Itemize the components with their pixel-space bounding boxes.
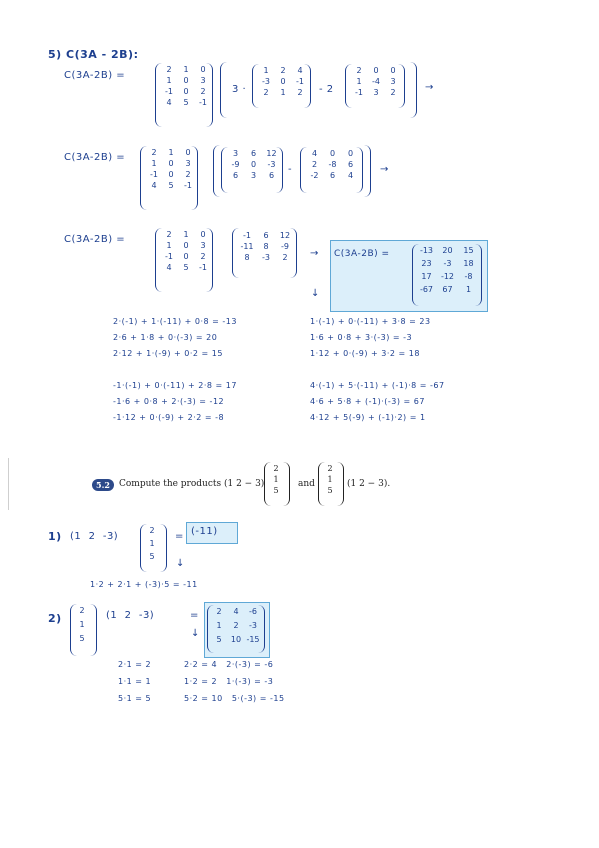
matrix-cell: -1 — [199, 263, 207, 272]
ex-vec2-right-paren — [337, 462, 344, 506]
matrix-cell: 2 — [166, 230, 172, 239]
calc-line: 2·1 = 2 — [118, 660, 152, 669]
matrix-cell: 2 — [200, 87, 206, 96]
three-scalar: 3 · — [232, 84, 247, 95]
part2-column-vector — [77, 606, 87, 643]
matrix-cell: 6 — [329, 171, 336, 180]
matrix-cell: 2 — [311, 160, 318, 169]
matrix-cell: -1 — [150, 170, 158, 179]
calc-line: 2·6 + 1·8 + 0·(-3) = 20 — [113, 333, 218, 342]
c-left-paren — [155, 63, 162, 127]
calc-line: 2·(-1) + 1·(-11) + 0·8 = -13 — [113, 317, 237, 326]
diff-left-paren — [232, 228, 239, 278]
matrix-cell: -3 — [262, 77, 270, 86]
part1-row-vector: (1 2 -3) — [70, 531, 119, 542]
matrix-cell: -1 — [165, 87, 173, 96]
a-left-paren — [252, 64, 259, 108]
matrix-cell: 18 — [463, 259, 474, 268]
minus-two: - 2 — [319, 84, 334, 95]
part2-equals: = — [190, 610, 199, 621]
matrix-cell: 23 — [421, 259, 432, 268]
matrix-cell: 1 — [168, 148, 174, 157]
matrix-cell: 0 — [168, 159, 174, 168]
matrix-cell: 8 — [244, 253, 250, 262]
arrow-2: → — [380, 164, 389, 175]
matrix-cell: -8 — [464, 272, 473, 281]
matrix-cell: 6 — [250, 149, 257, 158]
c3-right-paren — [206, 228, 213, 292]
exercise-text-after: (1 2 − 3). — [347, 479, 391, 489]
margin-line — [8, 458, 9, 510]
part2-result-matrix — [212, 607, 260, 644]
result-right-paren — [475, 244, 482, 306]
matrix-cell: -1 — [165, 252, 173, 261]
matrix-cell: 2 — [297, 88, 303, 97]
matrix-cell: -12 — [440, 272, 455, 281]
matrix-cell: 4 — [347, 171, 354, 180]
part1-result: (-11) — [191, 526, 218, 537]
matrix-cell: 0 — [183, 252, 189, 261]
matrix-cell: 2 — [282, 253, 288, 262]
matrix-cell: 0 — [347, 149, 354, 158]
outer2-right-paren — [364, 145, 371, 197]
matrix-cell: 3 — [250, 171, 257, 180]
matrix-cell: 1 — [79, 620, 85, 629]
matrix-cell: 2 — [327, 464, 333, 473]
matrix-cell: 1 — [166, 76, 172, 85]
b-left-paren — [345, 64, 352, 108]
part5-heading: 5) C(3A - 2B): — [48, 48, 139, 61]
matrix-cell: -1 — [199, 98, 207, 107]
matrix-cell: 1 — [273, 475, 279, 484]
calc-line: -1·12 + 0·(-9) + 2·2 = -8 — [113, 413, 225, 422]
matrix-cell: -11 — [240, 242, 254, 251]
arrow-1: → — [425, 82, 434, 93]
down-arrow: ↓ — [311, 288, 320, 299]
matrix-cell: 2 — [356, 66, 362, 75]
matrix-cell: 4 — [151, 181, 157, 190]
matrix-cell: 2 — [151, 148, 157, 157]
matrix-cell: 3 — [200, 241, 206, 250]
exercise-and: and — [298, 479, 315, 489]
ex-vec1-right-paren — [283, 462, 290, 506]
matrix-cell: 1 — [327, 475, 333, 484]
matrix-cell: 3 — [185, 159, 191, 168]
calc-line: -1·6 + 0·8 + 2·(-3) = -12 — [113, 397, 225, 406]
outer-right-paren — [410, 62, 417, 118]
matrix-cell: 0 — [280, 77, 286, 86]
matrix-cell: -9 — [281, 242, 289, 251]
matrix-cell: -1 — [355, 88, 363, 97]
matrix-cell: 0 — [250, 160, 257, 169]
arrow-3: → — [310, 248, 319, 259]
part2-label: 2) — [48, 612, 62, 625]
matrix-cell: 5 — [327, 486, 333, 495]
calc-line: 1·1 = 1 — [118, 677, 152, 686]
matrix-result — [418, 246, 477, 294]
part2-row-vector: (1 2 -3) — [106, 610, 155, 621]
exercise-vector-1 — [271, 464, 281, 495]
matrix-cell: 0 — [390, 66, 396, 75]
matrix-cell: 0 — [183, 87, 189, 96]
matrix-cell: -9 — [231, 160, 240, 169]
matrix-cell: -3 — [262, 253, 270, 262]
line3-label: C(3A-2B) = — [64, 234, 126, 245]
matrix-b — [353, 66, 399, 97]
outer-left-paren — [220, 62, 227, 118]
matrix-cell: 5 — [79, 634, 85, 643]
ex-vec2-left-paren — [318, 462, 325, 506]
matrix-cell: 0 — [185, 148, 191, 157]
twoB-right-paren — [356, 147, 363, 193]
part1-equals: = — [175, 531, 184, 542]
result-label: C(3A-2B) = — [334, 249, 390, 259]
p1-col-right-paren — [160, 524, 167, 572]
matrix-cell: -4 — [372, 77, 380, 86]
matrix-cell: 10 — [230, 635, 242, 644]
matrix-cell: 2 — [149, 526, 155, 535]
matrix-cell: 4 — [166, 98, 172, 107]
matrix-cell: 1 — [183, 65, 189, 74]
matrix-c-2 — [148, 148, 194, 190]
p2-res-right-paren — [258, 605, 265, 653]
b-right-paren — [398, 64, 405, 108]
matrix-cell: 2 — [79, 606, 85, 615]
matrix-cell: 6 — [232, 171, 239, 180]
matrix-2b — [308, 149, 357, 180]
matrix-cell: -3 — [443, 259, 452, 268]
exercise-vector-2 — [325, 464, 335, 495]
matrix-cell: 1 — [356, 77, 362, 86]
threeA-left-paren — [221, 147, 228, 193]
twoB-left-paren — [300, 147, 307, 193]
matrix-cell: 2 — [390, 88, 396, 97]
matrix-cell: 0 — [183, 76, 189, 85]
matrix-cell: 5 — [273, 486, 279, 495]
matrix-cell: 0 — [183, 241, 189, 250]
matrix-a — [260, 66, 306, 97]
minus-sign: - — [288, 164, 293, 175]
matrix-cell: -1 — [243, 231, 251, 240]
part1-label: 1) — [48, 530, 62, 543]
matrix-cell: 5 — [216, 635, 222, 644]
matrix-cell: -15 — [246, 635, 260, 644]
matrix-cell: 4 — [233, 607, 239, 616]
diff-right-paren — [290, 228, 297, 278]
matrix-cell: 2 — [263, 88, 269, 97]
p2-col-left-paren — [70, 604, 77, 656]
calc-line: 4·12 + 5(-9) + (-1)·2) = 1 — [310, 413, 426, 422]
matrix-cell: -3 — [267, 160, 276, 169]
matrix-cell: -1 — [184, 181, 192, 190]
c3-left-paren — [155, 228, 162, 292]
matrix-cell: 5 — [183, 98, 189, 107]
matrix-c — [163, 65, 209, 107]
matrix-cell: 1 — [149, 539, 155, 548]
matrix-cell: 2 — [200, 252, 206, 261]
matrix-cell: 5 — [183, 263, 189, 272]
matrix-cell: 1 — [166, 241, 172, 250]
matrix-cell: 1 — [216, 621, 222, 630]
line2-label: C(3A-2B) = — [64, 152, 126, 163]
matrix-cell: 0 — [200, 230, 206, 239]
part1-arrow: ↓ — [176, 558, 185, 569]
matrix-cell: 1 — [280, 88, 286, 97]
calc-line: 1·2 = 2 1·(-3) = -3 — [184, 677, 274, 686]
matrix-cell: 0 — [168, 170, 174, 179]
a-right-paren — [304, 64, 311, 108]
matrix-cell: -2 — [310, 171, 319, 180]
part2-arrow: ↓ — [191, 628, 200, 639]
calc-line: 5·1 = 5 — [118, 694, 152, 703]
calc-line: 4·6 + 5·8 + (-1)·(-3) = 67 — [310, 397, 425, 406]
matrix-cell: 5 — [168, 181, 174, 190]
calc-line: 2·12 + 1·(-9) + 0·2 = 15 — [113, 349, 223, 358]
matrix-cell: -67 — [419, 285, 434, 294]
matrix-cell: 15 — [463, 246, 474, 255]
matrix-cell: 0 — [329, 149, 336, 158]
matrix-cell: 4 — [311, 149, 318, 158]
matrix-cell: 3 — [200, 76, 206, 85]
c2-right-paren — [191, 146, 198, 210]
calc-line: 1·6 + 0·8 + 3·(-3) = -3 — [310, 333, 413, 342]
matrix-cell: 2 — [273, 464, 279, 473]
matrix-cell: 3 — [232, 149, 239, 158]
matrix-cell: -1 — [296, 77, 304, 86]
ex-vec1-left-paren — [264, 462, 271, 506]
calc-line: 4·(-1) + 5·(-11) + (-1)·8 = -67 — [310, 381, 445, 390]
matrix-cell: 3 — [390, 77, 396, 86]
c2-left-paren — [140, 146, 147, 210]
c-right-paren — [206, 63, 213, 127]
matrix-cell: 2 — [185, 170, 191, 179]
outer2-left-paren — [213, 145, 220, 197]
matrix-cell: 2 — [216, 607, 222, 616]
matrix-cell: 5 — [149, 552, 155, 561]
matrix-3a — [229, 149, 278, 180]
calc-line: 1·(-1) + 0·(-11) + 3·8 = 23 — [310, 317, 431, 326]
calc-line: 5·2 = 10 5·(-3) = -15 — [184, 694, 285, 703]
p2-col-right-paren — [90, 604, 97, 656]
matrix-c-3 — [163, 230, 209, 272]
matrix-diff — [240, 231, 292, 262]
calc-line: 2·2 = 4 2·(-3) = -6 — [184, 660, 274, 669]
calc-line: 1·12 + 0·(-9) + 3·2 = 18 — [310, 349, 420, 358]
matrix-cell: 2 — [280, 66, 286, 75]
matrix-cell: 1 — [183, 230, 189, 239]
matrix-cell: 2 — [166, 65, 172, 74]
matrix-cell: 6 — [268, 171, 275, 180]
matrix-cell: 3 — [373, 88, 379, 97]
matrix-cell: 6 — [347, 160, 354, 169]
part1-column-vector — [147, 526, 157, 561]
matrix-cell: -13 — [419, 246, 434, 255]
matrix-cell: 8 — [263, 242, 269, 251]
matrix-cell: 1 — [151, 159, 157, 168]
matrix-cell: 4 — [297, 66, 303, 75]
matrix-cell: 4 — [166, 263, 172, 272]
matrix-cell: 1 — [263, 66, 269, 75]
line1-label: C(3A-2B) = — [64, 70, 126, 81]
matrix-cell: 12 — [279, 231, 291, 240]
matrix-cell: 67 — [442, 285, 453, 294]
threeA-right-paren — [276, 147, 283, 193]
matrix-cell: 2 — [233, 621, 239, 630]
matrix-cell: -3 — [249, 621, 257, 630]
matrix-cell: 0 — [200, 65, 206, 74]
calc-line: -1·(-1) + 0·(-11) + 2·8 = 17 — [113, 381, 237, 390]
exercise-text-before: Compute the products (1 2 − 3) — [119, 479, 265, 489]
matrix-cell: 12 — [266, 149, 277, 158]
part1-calc: 1·2 + 2·1 + (-3)·5 = -11 — [90, 580, 198, 589]
matrix-cell: -8 — [328, 160, 337, 169]
p1-col-left-paren — [140, 524, 147, 572]
matrix-cell: -6 — [249, 607, 257, 616]
matrix-cell: 17 — [421, 272, 432, 281]
exercise-badge: 5.2 — [92, 479, 114, 491]
matrix-cell: 6 — [263, 231, 269, 240]
matrix-cell: 1 — [465, 285, 472, 294]
matrix-cell: 0 — [373, 66, 379, 75]
matrix-cell: 20 — [442, 246, 453, 255]
